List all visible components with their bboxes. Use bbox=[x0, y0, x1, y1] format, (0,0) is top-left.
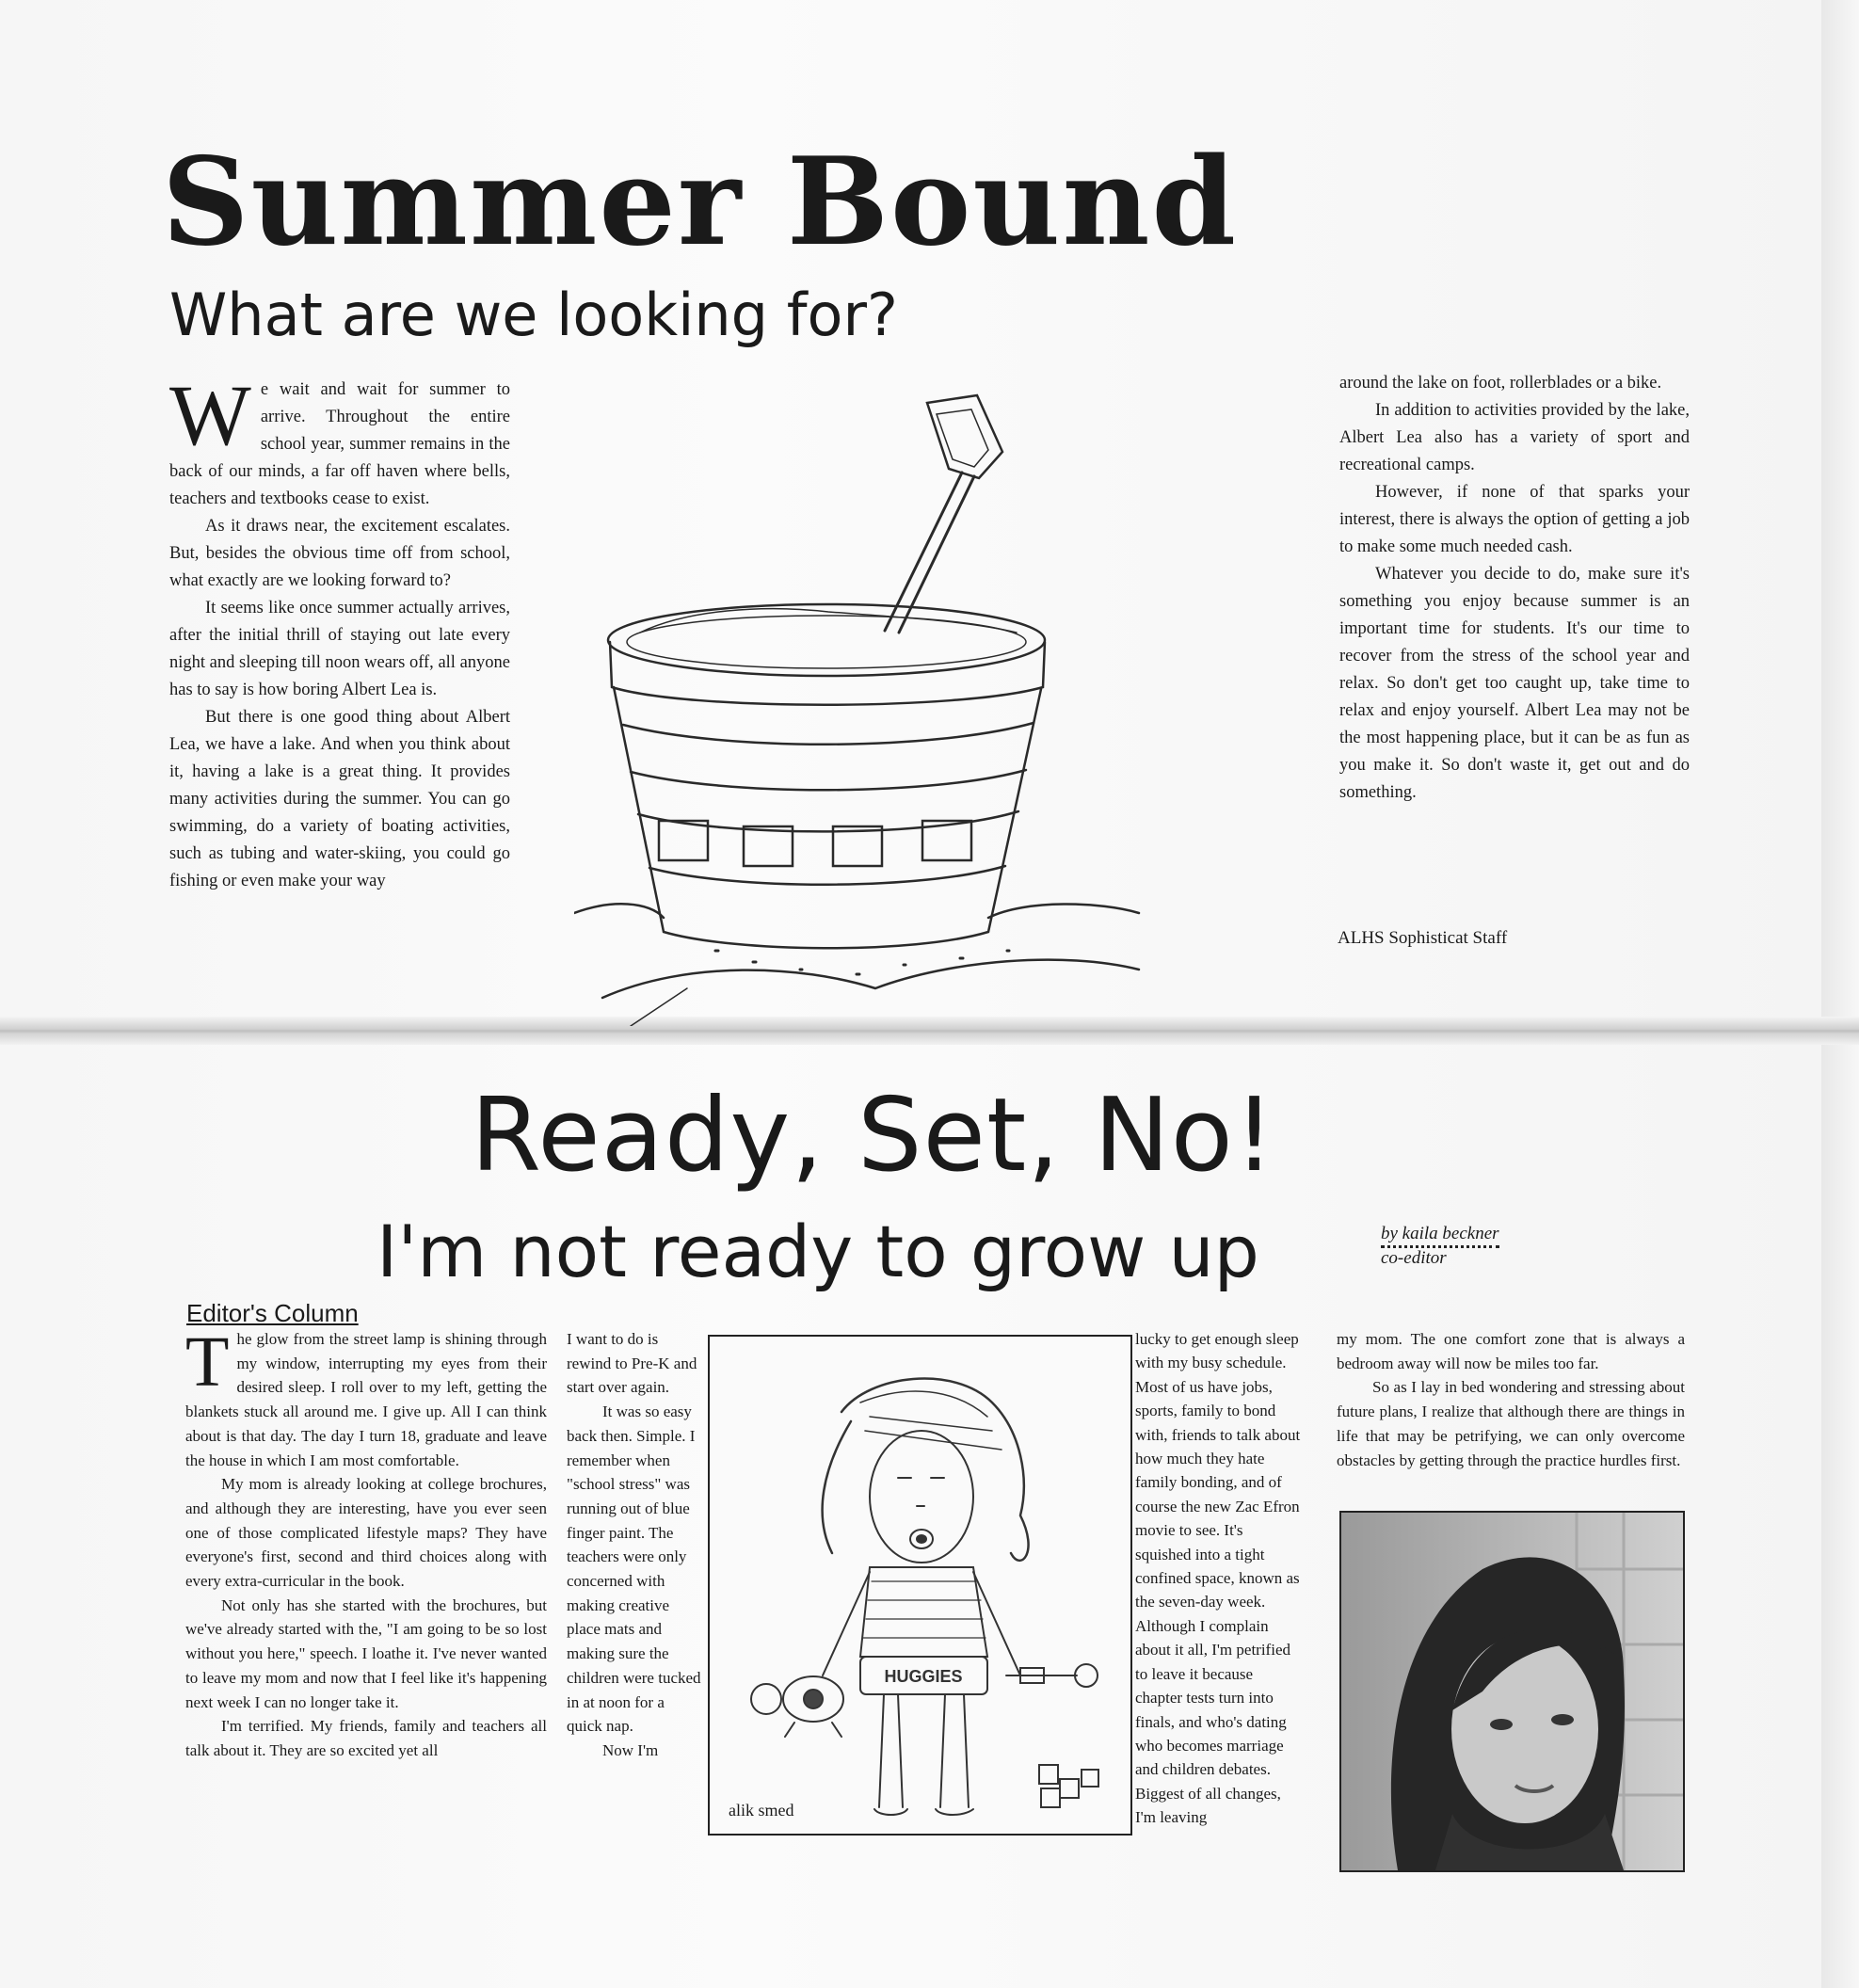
editor-column-3 bbox=[1135, 1327, 1303, 1830]
drawing-credit: alik smed bbox=[729, 1801, 794, 1820]
subhead-grow-up: I'm not ready to grow up bbox=[377, 1210, 1259, 1293]
summer-column-3 bbox=[1339, 370, 1690, 807]
author-photo bbox=[1339, 1511, 1685, 1872]
editor-paragraph-3: Not only has she started with the brochures, but we've already started with the, "I am going to be so lost without you here," speech. I loathe it. I've never wanted to leave my mom and now that I feel like it's happening next week I can no longer take it. bbox=[185, 1595, 547, 1711]
page-edge bbox=[1821, 0, 1859, 1988]
headline-summer-bound: Summer Bound bbox=[162, 132, 1238, 273]
summer-text-1: e wait and wait for summer to arrive. Throughout the entire school year, summer remains in the back of our minds, a far off haven where bells, teachers and textbooks cease to exist. bbox=[169, 380, 510, 508]
summer-paragraph-1 bbox=[169, 367, 510, 513]
staff-signature: ALHS Sophisticat Staff bbox=[1338, 928, 1508, 948]
editor-paragraph-7: Now I'm bbox=[602, 1740, 659, 1759]
section-label-editors-column: Editor's Column bbox=[186, 1299, 359, 1327]
byline-role: co-editor bbox=[1381, 1248, 1447, 1268]
summer-paragraph-6: In addition to activities provided by the lake, Albert Lea also has a variety of sport and recreational camps. bbox=[1339, 401, 1690, 474]
editor-paragraph-8: lucky to get enough sleep with my busy schedule. Most of us have jobs, sports, family to bond with, friends to talk about how much they hate family bonding, and of course the new Zac Efron movie to see. It's squished into a tight confined space, known as the seven-day week. Although I complain about it all, I'm petrified to leave it because chapter tests turn into finals, and who's dating who becomes marriage and children debates. Biggest of all changes, I'm leaving bbox=[1135, 1330, 1301, 1827]
drop-cap-w: W bbox=[169, 367, 251, 463]
editor-paragraph-9: my mom. The one comfort zone that is always a bedroom away will now be miles too far. bbox=[1337, 1330, 1685, 1372]
editor-column-2 bbox=[567, 1327, 703, 1763]
summer-paragraph-2: As it draws near, the excitement escalates. But, besides the obvious time off from school, what exactly are we looking forward to? bbox=[169, 517, 510, 590]
editor-column-4 bbox=[1337, 1327, 1685, 1472]
byline bbox=[1381, 1224, 1569, 1269]
diaper-label: HUGGIES bbox=[884, 1667, 963, 1686]
summer-column-1 bbox=[169, 367, 510, 895]
child-drawing-illustration bbox=[708, 1335, 1132, 1836]
summer-paragraph-4: But there is one good thing about Albert Lea, we have a lake. And when you think about it, having a lake is a great thing. It provides many activities during the summer. You can go swimming, do a variety of boating activities, such as tubing and water-skiing, you could go fishing or even make your way bbox=[169, 708, 510, 890]
summer-paragraph-8: Whatever you decide to do, make sure it's something you enjoy because summer is an important time for students. It's our time to recover from the stress of the school year and relax. So don't get too caught up, take time to relax and enjoy yourself. Albert Lea may not be the most happening place, but it can be as fun as you make it. So don't waste it, get out and do something. bbox=[1339, 565, 1690, 802]
headline-ready-set-no: Ready, Set, No! bbox=[471, 1077, 1276, 1194]
subhead-summer: What are we looking for? bbox=[169, 281, 898, 349]
editor-paragraph-2: My mom is already looking at college brochures, and although they are interesting, have you ever seen one of those complicated lifestyle maps? They have everyone's first, second and third choices along with every extra-curricular in the book. bbox=[185, 1475, 547, 1591]
summer-paragraph-5: around the lake on foot, rollerblades or a bike. bbox=[1339, 374, 1662, 393]
editor-paragraph-6: It was so easy back then. Simple. I remember when "school stress" was running out of blue finger paint. The teachers were only concerned with making creative place mats and making sure the children were tucked in at noon for a quick nap. bbox=[567, 1403, 701, 1736]
editor-paragraph-10: So as I lay in bed wondering and stressing about future plans, I realize that although there are things in life that may be petrifying, we can only overcome obstacles by getting through the practice hurdles first. bbox=[1337, 1378, 1685, 1469]
byline-name: by kaila beckner bbox=[1381, 1224, 1499, 1248]
summer-paragraph-3: It seems like once summer actually arrives, after the initial thrill of staying out late every night and sleeping till noon wears off, all anyone has to say is how boring Albert Lea is. bbox=[169, 599, 510, 699]
editor-paragraph-1 bbox=[185, 1323, 547, 1472]
editor-column-1 bbox=[185, 1323, 547, 1763]
drop-cap-t: T bbox=[185, 1323, 230, 1402]
editor-paragraph-5: I want to do is rewind to Pre-K and start over again. bbox=[567, 1330, 697, 1397]
editor-paragraph-4: I'm terrified. My friends, family and teachers all talk about it. They are so excited yet all bbox=[185, 1717, 547, 1759]
editor-text-1: he glow from the street lamp is shining through my window, interrupting my eyes from their desired sleep. I roll over to my left, getting the blankets stuck all around me. I give up. All I can think about is that day. The day I turn 18, graduate and leave the house in which I am most comfortable. bbox=[185, 1330, 547, 1469]
sand-bucket-illustration bbox=[574, 386, 1148, 1026]
summer-paragraph-7: However, if none of that sparks your interest, there is always the option of getting a job to make some much needed cash. bbox=[1339, 483, 1690, 556]
